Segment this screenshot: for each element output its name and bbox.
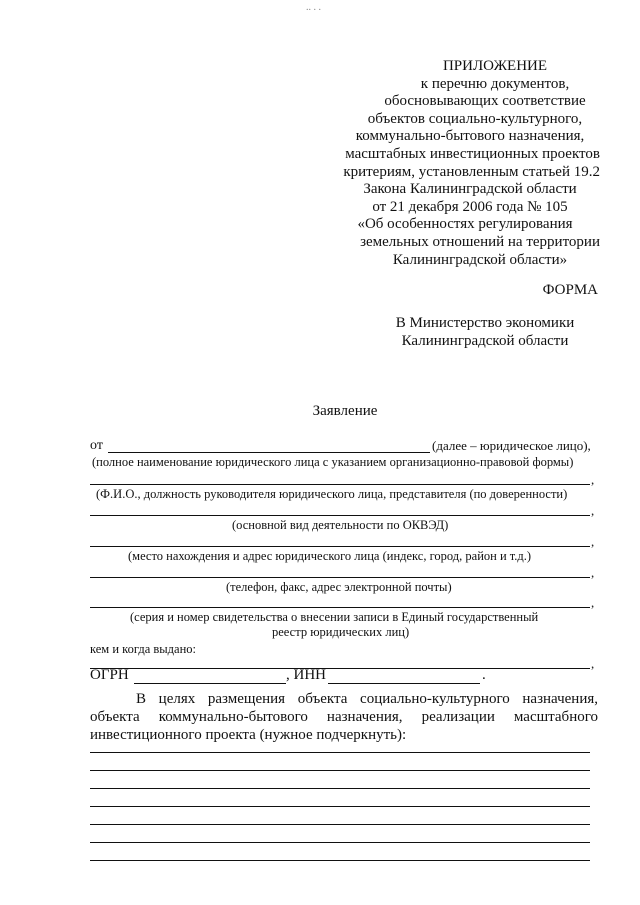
- blank-line[interactable]: [90, 824, 590, 825]
- form-label: ФОРМА: [542, 282, 598, 298]
- appendix-line: «Об особенностях регулирования: [357, 216, 573, 233]
- from-suffix: (далее – юридическое лицо),: [432, 438, 591, 453]
- field-comma: ,: [591, 565, 595, 580]
- appendix-line: критериям, установленным статьей 19.2: [343, 163, 600, 180]
- contacts-field-line[interactable]: [90, 577, 590, 578]
- field-comma: ,: [591, 503, 595, 518]
- certificate-field-line[interactable]: [90, 607, 590, 608]
- appendix-line: обосновывающих соответствие: [384, 93, 586, 110]
- address-field-line[interactable]: [90, 546, 590, 547]
- ogrn-field-line[interactable]: [134, 683, 286, 684]
- appendix-line: объектов социально-культурного,: [367, 110, 583, 127]
- hint-address: (место нахождения и адрес юридического лица (индекс, город, район и т.д.): [128, 549, 532, 563]
- hint-org-name: (полное наименование юридического лица с указанием организационно-правовой формы): [92, 455, 574, 469]
- field-comma: ,: [591, 595, 595, 610]
- okved-field-line[interactable]: [90, 515, 590, 516]
- blank-line[interactable]: [90, 752, 590, 753]
- blank-line[interactable]: [90, 842, 590, 843]
- appendix-line: от 21 декабря 2006 года № 105: [372, 198, 568, 215]
- issued-label: кем и когда выдано:: [90, 642, 197, 656]
- document-title: Заявление: [312, 403, 378, 419]
- inn-label: , ИНН: [286, 667, 326, 683]
- hint-contacts: (телефон, факс, адрес электронной почты): [226, 580, 452, 594]
- blank-line[interactable]: [90, 806, 590, 807]
- ogrn-label: ОГРН: [90, 667, 129, 683]
- appendix-line: масштабных инвестиционных проектов: [345, 145, 600, 162]
- from-label: от: [90, 438, 103, 453]
- appendix-line: Закона Калининградской области: [363, 181, 577, 198]
- hint-okved: (основной вид деятельности по ОКВЭД): [232, 518, 449, 532]
- appendix-line: к перечню документов,: [420, 75, 570, 92]
- field-comma: ,: [591, 472, 595, 487]
- appendix-line: Калининградской области»: [392, 251, 568, 268]
- hint-certificate-1: (серия и номер свидетельства о внесении записи в Единый государственный: [130, 610, 539, 624]
- head-field-line[interactable]: [90, 484, 590, 485]
- field-comma: ,: [591, 656, 595, 671]
- appendix-title: ПРИЛОЖЕНИЕ: [442, 58, 548, 74]
- inn-period: .: [482, 667, 486, 683]
- inn-field-line[interactable]: [328, 683, 480, 684]
- recipient-block: [370, 314, 600, 350]
- appendix-header: [300, 58, 600, 269]
- body-paragraph: [90, 690, 598, 744]
- recipient-line-1: В Министерство экономики: [395, 315, 575, 331]
- hint-head: (Ф.И.О., должность руководителя юридического лица, представителя (по доверенности): [96, 487, 568, 501]
- hint-certificate-2: реестр юридических лиц): [272, 625, 410, 639]
- purpose-paragraph: В целях размещения объекта социально-культурного назначения, объекта коммунально-бытового назначения, реализации масштабного инвестиционного проекта (нужное подчеркнуть):: [90, 691, 598, 743]
- recipient-line-2: Калининградской области: [401, 333, 569, 349]
- blank-line[interactable]: [90, 770, 590, 771]
- issued-field-line[interactable]: [90, 668, 590, 669]
- appendix-line: земельных отношений на территории: [360, 233, 600, 250]
- appendix-line: коммунально-бытового назначения,: [355, 128, 585, 145]
- field-comma: ,: [591, 534, 595, 549]
- from-field-line[interactable]: [108, 452, 430, 453]
- blank-line[interactable]: [90, 860, 590, 861]
- page-mark: .. . .: [306, 2, 321, 13]
- blank-line[interactable]: [90, 788, 590, 789]
